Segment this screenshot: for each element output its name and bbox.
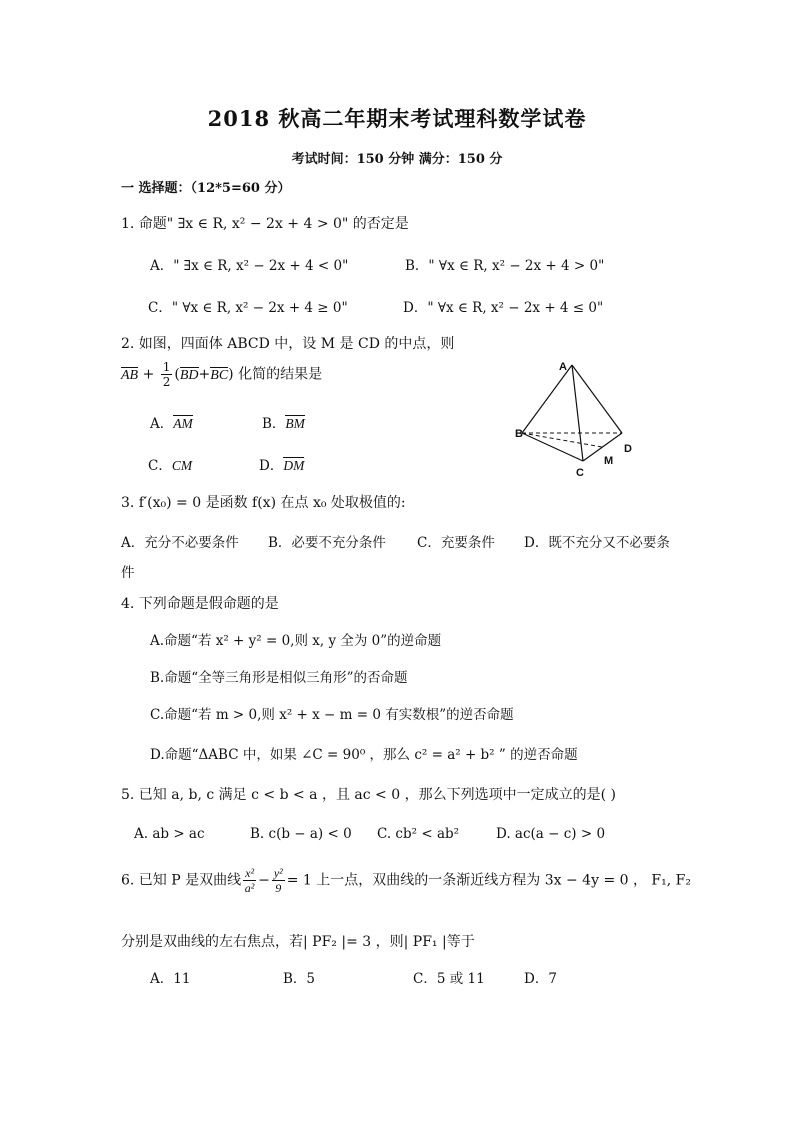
fraction-x2-a2 <box>243 866 256 895</box>
open-paren: ( <box>174 366 180 383</box>
q2-option-a <box>150 412 193 432</box>
vector-cm: CM <box>171 458 193 473</box>
vector-dm: DM <box>283 458 305 473</box>
vector-bm: BM <box>285 416 305 431</box>
q2-option-b <box>262 412 305 432</box>
exam-info: 考试时间：150 分钟 满分：150 分 <box>291 152 503 167</box>
q4-stem: 4. 下列命题是假命题的是 <box>121 596 279 612</box>
vertex-label-d: D <box>624 443 632 455</box>
q2-stem: 2. 如图，四面体 ABCD 中，设 M 是 CD 的中点，则 <box>121 336 455 352</box>
fraction-half <box>161 360 173 389</box>
q3-option-a: A．充分不必要条件 <box>121 535 239 551</box>
q6-stem <box>121 866 691 895</box>
option-label: D． <box>259 458 284 474</box>
vector-bc: BC <box>210 367 229 383</box>
option-label: A． <box>150 416 174 432</box>
q3-option-d-wrap: 件 <box>121 565 135 581</box>
q6-option-b: B．5 <box>283 971 316 987</box>
option-label: B． <box>262 416 286 432</box>
q5-stem: 5. 已知 a, b, c 满足 c < b < a ，且 ac < 0 ，那么下列选项中一定成立的是( ) <box>121 787 616 803</box>
vector-ab: AB <box>121 367 139 383</box>
fraction-numerator: 1 <box>162 360 171 374</box>
plus-sign: + <box>142 366 155 383</box>
q6-stem-start: 6. 已知 P 是双曲线 <box>121 872 242 889</box>
fraction-denominator: 2 <box>162 375 171 389</box>
q4-option-a: A.命题“若 x² + y² = 0,则 x, y 全为 0”的逆命题 <box>150 633 442 649</box>
minus-sign: − <box>258 872 270 889</box>
q6-stem-end: = 1 上一点，双曲线的一条渐近线方程为 3x − 4y = 0 ， F₁, F₂ <box>286 872 691 889</box>
vertex-label-m: M <box>604 455 614 467</box>
fraction-y2-9 <box>272 866 285 895</box>
q6-stem-line2: 分别是双曲线的左右焦点，若| PF₂ |= 3 ，则| PF₁ |等于 <box>121 934 475 950</box>
q4-option-b: B.命题“全等三角形是相似三角形”的否命题 <box>150 670 408 686</box>
q3-option-d: D．既不充分又不必要条 <box>524 535 670 551</box>
fraction-denominator: a² <box>244 881 255 895</box>
q1-option-a: A．" ∃x ∈ R, x² − 2x + 4 < 0" <box>150 258 349 274</box>
tetrahedron-figure <box>510 355 635 480</box>
fraction-denominator: 9 <box>275 881 282 895</box>
option-label: C． <box>148 458 172 474</box>
q3-option-c: C．充要条件 <box>417 535 495 551</box>
q6-option-d: D．7 <box>524 971 557 987</box>
q1-stem: 1. 命题" ∃x ∈ R, x² − 2x + 4 > 0" 的否定是 <box>121 216 409 232</box>
q6-option-c: C．5 或 11 <box>413 971 485 987</box>
q4-option-c: C.命题“若 m > 0,则 x² + x − m = 0 有实数根”的逆否命题 <box>150 707 514 723</box>
q2-option-d <box>259 454 304 474</box>
q3-stem: 3. f′(x₀) = 0 是函数 f(x) 在点 x₀ 处取极值的: <box>121 495 406 511</box>
vector-bd: BD <box>179 367 199 383</box>
expression-tail: ) 化简的结果是 <box>228 366 323 383</box>
fraction-numerator: x² <box>245 866 255 880</box>
q5-option-c: C. cb² < ab² <box>377 826 460 842</box>
section-heading: 一 选择题：（12*5=60 分） <box>121 181 291 196</box>
q5-option-d: D. ac(a − c) > 0 <box>496 826 606 842</box>
q1-option-b: B．" ∀x ∈ R, x² − 2x + 4 > 0" <box>405 258 605 274</box>
q6-option-a: A．11 <box>150 971 191 987</box>
q2-option-c <box>148 454 192 474</box>
q3-option-b: B．必要不充分条件 <box>268 535 386 551</box>
q1-option-d: D．" ∀x ∈ R, x² − 2x + 4 ≤ 0" <box>403 300 604 316</box>
q2-expression <box>121 360 322 389</box>
vertex-label-a: A <box>559 361 567 373</box>
q5-option-b: B. c(b − a) < 0 <box>250 826 352 842</box>
q4-option-d: D.命题“ΔABC 中，如果 ∠C = 90⁰ ，那么 c² = a² + b² ” 的逆否命题 <box>150 747 578 763</box>
vector-am: AM <box>173 416 193 431</box>
q5-option-a: A. ab > ac <box>134 826 205 842</box>
vertex-label-c: C <box>576 467 584 479</box>
fraction-numerator: y² <box>273 866 283 880</box>
vertex-label-b: B <box>515 428 523 440</box>
q1-option-c: C．" ∀x ∈ R, x² − 2x + 4 ≥ 0" <box>148 300 348 316</box>
plus-sign-2: + <box>198 366 211 383</box>
page-title: 2018 秋高二年期末考试理科数学试卷 <box>207 106 587 131</box>
